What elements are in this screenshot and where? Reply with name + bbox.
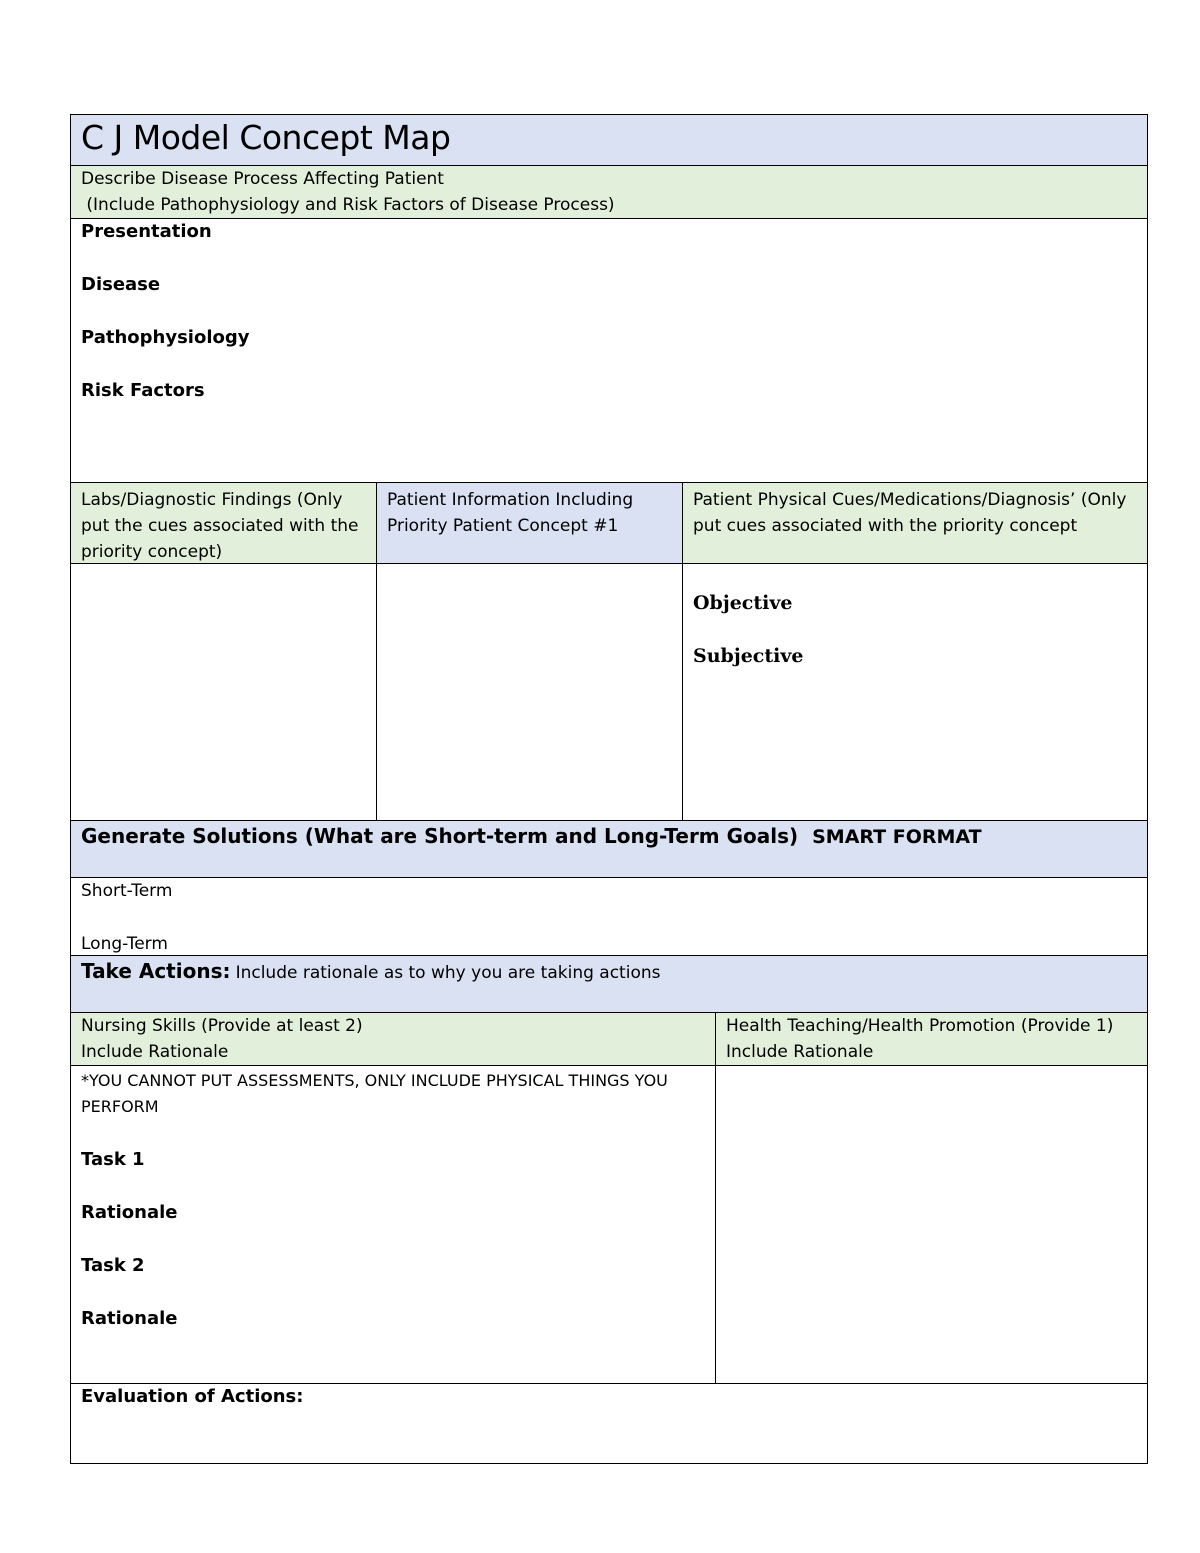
objective-label: Objective [693,592,793,614]
long-term-label: Long-Term [81,934,168,954]
patient-info-cell[interactable] [376,564,682,820]
health-teaching-cell[interactable] [715,1066,1147,1383]
evaluation-row[interactable] [70,1383,1148,1464]
take-actions-row [70,955,1148,1012]
physical-cues-cell[interactable] [682,564,1147,820]
goals-row[interactable] [70,877,1148,955]
disease-details-row[interactable] [70,218,1148,482]
evaluation-label: Evaluation of Actions: [81,1386,304,1407]
health-teaching-line-1: Health Teaching/Health Promotion (Provide 1) [726,1016,1114,1036]
assessment-warning: *YOU CANNOT PUT ASSESSMENTS, ONLY INCLUDE PHYSICAL THINGS YOU PERFORM [81,1071,668,1116]
labs-cell[interactable] [71,564,376,820]
columns-body-row[interactable] [70,563,1148,820]
patient-info-header: Patient Information Including Priority Patient Concept #1 [376,483,682,563]
nursing-skills-line-2: Include Rationale [81,1042,229,1062]
take-actions-header [71,956,1147,1012]
page-title: C J Model Concept Map [81,118,451,157]
pathophysiology-label: Pathophysiology [81,327,250,348]
describe-line-1: Describe Disease Process Affecting Patient [81,169,444,189]
health-teaching-header [715,1013,1147,1065]
goals-cell[interactable] [71,878,1147,955]
nursing-skills-line-1: Nursing Skills (Provide at least 2) [81,1016,363,1036]
short-term-label: Short-Term [81,881,173,901]
nursing-skills-cell[interactable] [71,1066,715,1383]
nursing-skills-header [71,1013,715,1065]
rationale-2-label: Rationale [81,1308,178,1329]
physical-cues-header: Patient Physical Cues/Medications/Diagnosis’ (Only put cues associated with the priority concept [682,483,1147,563]
task-1-label: Task 1 [81,1149,145,1170]
rationale-1-label: Rationale [81,1202,178,1223]
generate-solutions-header [71,821,1147,877]
take-actions-note: Include rationale as to why you are taking actions [235,963,661,983]
concept-map-form [70,114,1148,1464]
task-2-label: Task 2 [81,1255,145,1276]
describe-header [71,166,1147,218]
generate-solutions-row [70,820,1148,877]
smart-format-label: SMART FORMAT [812,826,982,848]
health-teaching-line-2: Include Rationale [726,1042,874,1062]
subjective-label: Subjective [693,645,804,667]
labs-header: Labs/Diagnostic Findings (Only put the cues associated with the priority concept) [71,483,376,563]
actions-body-row[interactable] [70,1065,1148,1383]
disease-label: Disease [81,274,161,295]
actions-columns-header-row [70,1012,1148,1065]
disease-details-cell[interactable] [71,219,1147,482]
generate-solutions-heading: Generate Solutions (What are Short-term and Long-Term Goals) [81,824,799,848]
describe-line-2: (Include Pathophysiology and Risk Factors of Disease Process) [81,195,615,215]
presentation-label: Presentation [81,221,212,242]
title-row [70,114,1148,165]
risk-factors-label: Risk Factors [81,380,205,401]
columns-header-row [70,482,1148,563]
take-actions-heading: Take Actions: [81,959,231,983]
evaluation-cell[interactable] [71,1384,1147,1463]
describe-header-row [70,165,1148,218]
